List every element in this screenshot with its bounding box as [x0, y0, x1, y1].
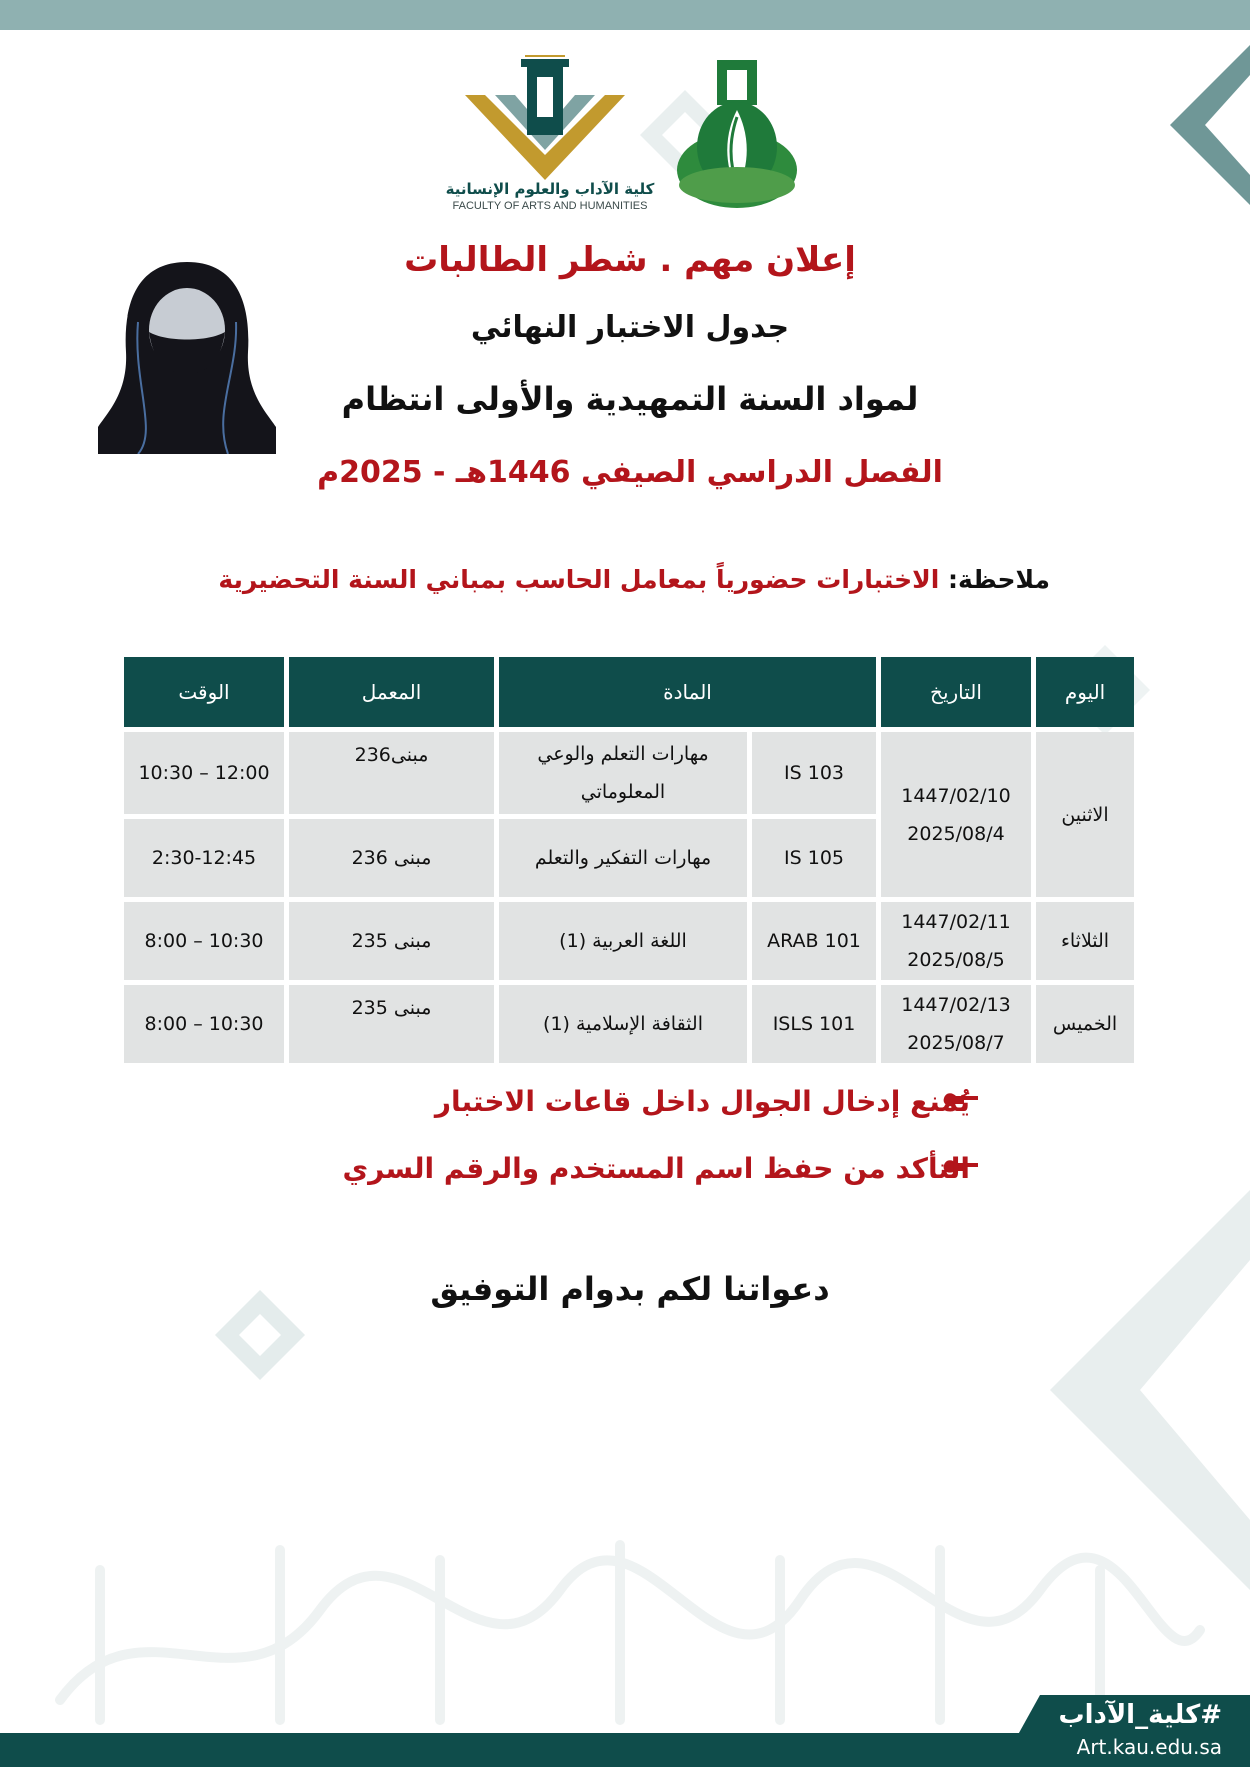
- note-text: الاختبارات حضورياً بمعامل الحاسب بمباني السنة التحضيرية: [218, 565, 940, 594]
- date-cell: [881, 732, 1031, 897]
- course-code: ISLS 101: [752, 985, 876, 1063]
- time-cell: 10:30 – 8:00: [124, 902, 284, 980]
- date-hijri: 1447/02/13: [901, 994, 1011, 1016]
- time-cell: 10:30 – 8:00: [124, 985, 284, 1063]
- date-cell: [881, 985, 1031, 1063]
- date-cell: [881, 902, 1031, 980]
- header-date: التاريخ: [881, 657, 1031, 727]
- course-code: IS 105: [752, 819, 876, 897]
- day-cell: الاثنين: [1036, 732, 1134, 897]
- date-gregorian: 2025/08/4: [907, 822, 1005, 845]
- lab-cell: مبنى236: [289, 732, 494, 814]
- reminder-credentials: التأكد من حفظ اسم المستخدم والرقم السري: [342, 1152, 970, 1185]
- course-code: ARAB 101: [752, 902, 876, 980]
- faculty-name-english: FACULTY OF ARTS AND HUMANITIES: [452, 200, 648, 212]
- schedule-title: جدول الاختبار النهائي: [470, 310, 790, 345]
- header-lab: المعمل: [289, 657, 494, 727]
- warning-no-mobile: يُمنع إدخال الجوال داخل قاعات الاختبار: [434, 1085, 970, 1118]
- date-gregorian: 2025/08/5: [907, 949, 1005, 971]
- table-row: [124, 902, 1134, 980]
- semester-line: الفصل الدراسي الصيفي 1446هـ - 2025م: [317, 455, 943, 490]
- lab-cell: مبنى 235: [289, 902, 494, 980]
- course-code: IS 103: [752, 732, 876, 814]
- time-cell: 2:30-12:45: [124, 819, 284, 897]
- note: [218, 565, 1050, 594]
- date-hijri: 1447/02/11: [901, 911, 1011, 933]
- course-name: الثقافة الإسلامية (1): [499, 985, 747, 1063]
- faculty-logo: [465, 55, 625, 180]
- exam-schedule-table: [119, 652, 1139, 1068]
- faculty-name-arabic: كلية الآداب والعلوم الإنسانية: [445, 180, 655, 198]
- course-name: مهارات التعلم والوعي المعلوماتي: [499, 732, 747, 814]
- female-student-avatar: [98, 262, 276, 454]
- header-subject: المادة: [499, 657, 876, 727]
- footer-hashtag: #كلية_الآداب: [1058, 1700, 1222, 1730]
- university-logo: [672, 55, 802, 210]
- lab-cell: مبنى 236: [289, 819, 494, 897]
- footer-url[interactable]: Art.kau.edu.sa: [1076, 1735, 1222, 1759]
- course-name: اللغة العربية (1): [499, 902, 747, 980]
- date-gregorian: 2025/08/7: [907, 1032, 1005, 1054]
- closing-wishes: دعواتنا لكم بدوام التوفيق: [430, 1270, 830, 1308]
- day-cell: الثلاثاء: [1036, 902, 1134, 980]
- table-header-row: [124, 657, 1134, 727]
- table-row: [124, 985, 1134, 1063]
- course-name: مهارات التفكير والتعلم: [499, 819, 747, 897]
- chevron-decoration-top-right: [1170, 45, 1250, 205]
- bottom-bar: [0, 1733, 1250, 1767]
- time-cell: 12:00 – 10:30: [124, 732, 284, 814]
- lab-cell: مبنى 235: [289, 985, 494, 1063]
- date-hijri: 1447/02/10: [901, 784, 1011, 807]
- header-time: الوقت: [124, 657, 284, 727]
- day-cell: الخميس: [1036, 985, 1134, 1063]
- diamond-decoration-bottom: [215, 1290, 305, 1380]
- table-row: [124, 732, 1134, 814]
- top-bar: [0, 0, 1250, 30]
- note-label: ملاحظة:: [948, 565, 1050, 594]
- header-day: اليوم: [1036, 657, 1134, 727]
- announcement-title: إعلان مهم . شطر الطالبات: [404, 240, 856, 280]
- subjects-line: لمواد السنة التمهيدية والأولى انتظام: [341, 380, 919, 418]
